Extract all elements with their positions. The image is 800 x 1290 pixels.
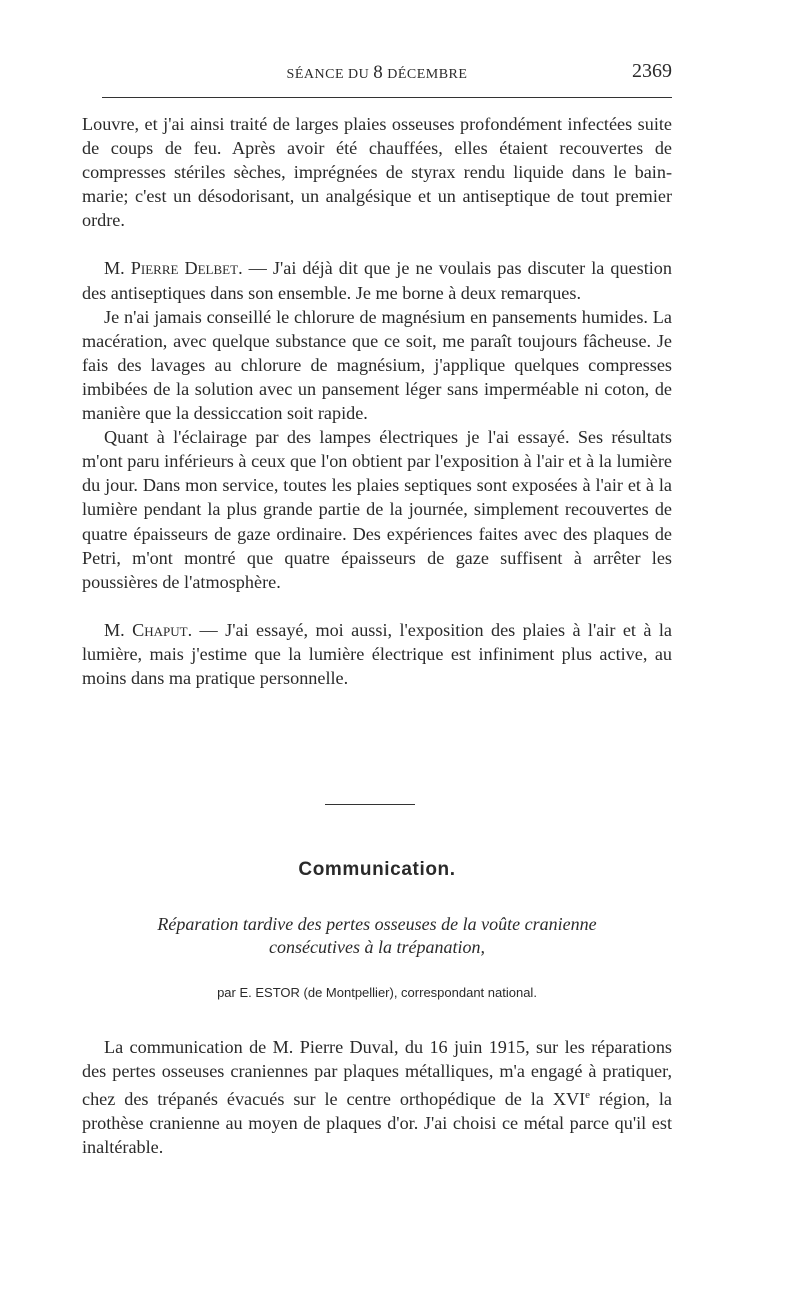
paragraph-communication-start: La communication de M. Pierre Duval, du 16 juin 1915, sur les réparations des pertes osseuses craniennes par plaques métalliques, m'a engagé à pratiquer, chez des trépanés évacués sur le centre orthopédique de la XVI [82, 1037, 672, 1110]
section-heading: Communication. [298, 859, 456, 880]
paragraph-communication [82, 1035, 672, 1160]
running-head [82, 60, 672, 84]
discussion-text [82, 112, 672, 690]
speaker-name: Chaput [132, 619, 188, 640]
running-head-title-post: DÉCEMBRE [383, 67, 468, 82]
paragraph-chaput [82, 618, 672, 690]
communication-text [82, 1035, 672, 1160]
paragraph-continuation: Louvre, et j'ai ainsi traité de larges plaies osseuses profondément infectées suite de coups de feu. Après avoir été chauffées, elles étaient recouvertes de compresses stériles sèches, imprégnées de styrax rendu liquide dans le bain-marie; c'est un désodorisant, un analgésique et un antiseptique de tout premier ordre. [82, 114, 672, 231]
article-byline: par E. ESTOR (de Montpellier), correspondant national. [217, 985, 537, 1000]
speaker-prefix: M. [104, 258, 131, 279]
paragraph-magnesium: Je n'ai jamais conseillé le chlorure de magnésium en pansements humides. La macération, avec quelque substance que ce soit, me paraît toujours fâcheuse. Je fais des lavages au chlorure de magnésium, j'applique quelques compresses imbibées de la solution avec un pansement léger sans imperméable ni coton, de manière que la dessiccation soit rapide. [82, 306, 672, 424]
superscript: e [585, 1089, 591, 1102]
header-rule [102, 97, 672, 98]
speaker-name: Pierre Delbet [130, 258, 239, 279]
document-page [82, 0, 672, 1290]
paragraph-chaput-text: . — J'ai essayé, moi aussi, l'exposition des plaies à l'air et à la lumière, mais j'estime que la lumière électrique est infiniment plus active, au moins dans ma pratique personnelle. [82, 619, 672, 688]
paragraph-eclairage: Quant à l'éclairage par des lampes électriques je l'ai essayé. Ses résultats m'ont paru inférieurs à ceux que l'on obtient par l'exposition à l'air et à la lumière du jour. Dans mon service, toutes les plaies septiques sont exposées à l'air et à la lumière pendant la plus grande partie de la journée, simplement recouvertes de quatre épaisseurs de gaze ordinaire. Des expériences faites avec des plaques de Petri, m'ont montré que quatre épaisseurs de gaze suffisent à arrêter les poussières de l'atmosphère. [82, 427, 672, 592]
speaker-prefix: M. [104, 619, 133, 640]
running-head-title-number: 8 [373, 62, 384, 83]
article-title-line-1: Réparation tardive des pertes osseuses de la voûte cranienne [157, 914, 597, 934]
article-title-line-2: consécutives à la trépanation, [269, 937, 485, 957]
article-title [82, 913, 672, 959]
running-head-title [82, 62, 672, 84]
running-head-title-pre: SÉANCE DU [286, 67, 374, 82]
section-divider [325, 804, 415, 805]
paragraph-delbet [82, 256, 672, 304]
paragraph-communication-end: région, la prothèse cranienne au moyen de plaques d'or. J'ai choisi ce métal parce qu'il est inaltérable. [82, 1089, 673, 1158]
page-number: 2369 [632, 60, 672, 82]
paragraph-delbet-text: . — J'ai déjà dit que je ne voulais pas discuter la question des antiseptiques dans son ensemble. Je me borne à deux remarques. [82, 258, 672, 303]
